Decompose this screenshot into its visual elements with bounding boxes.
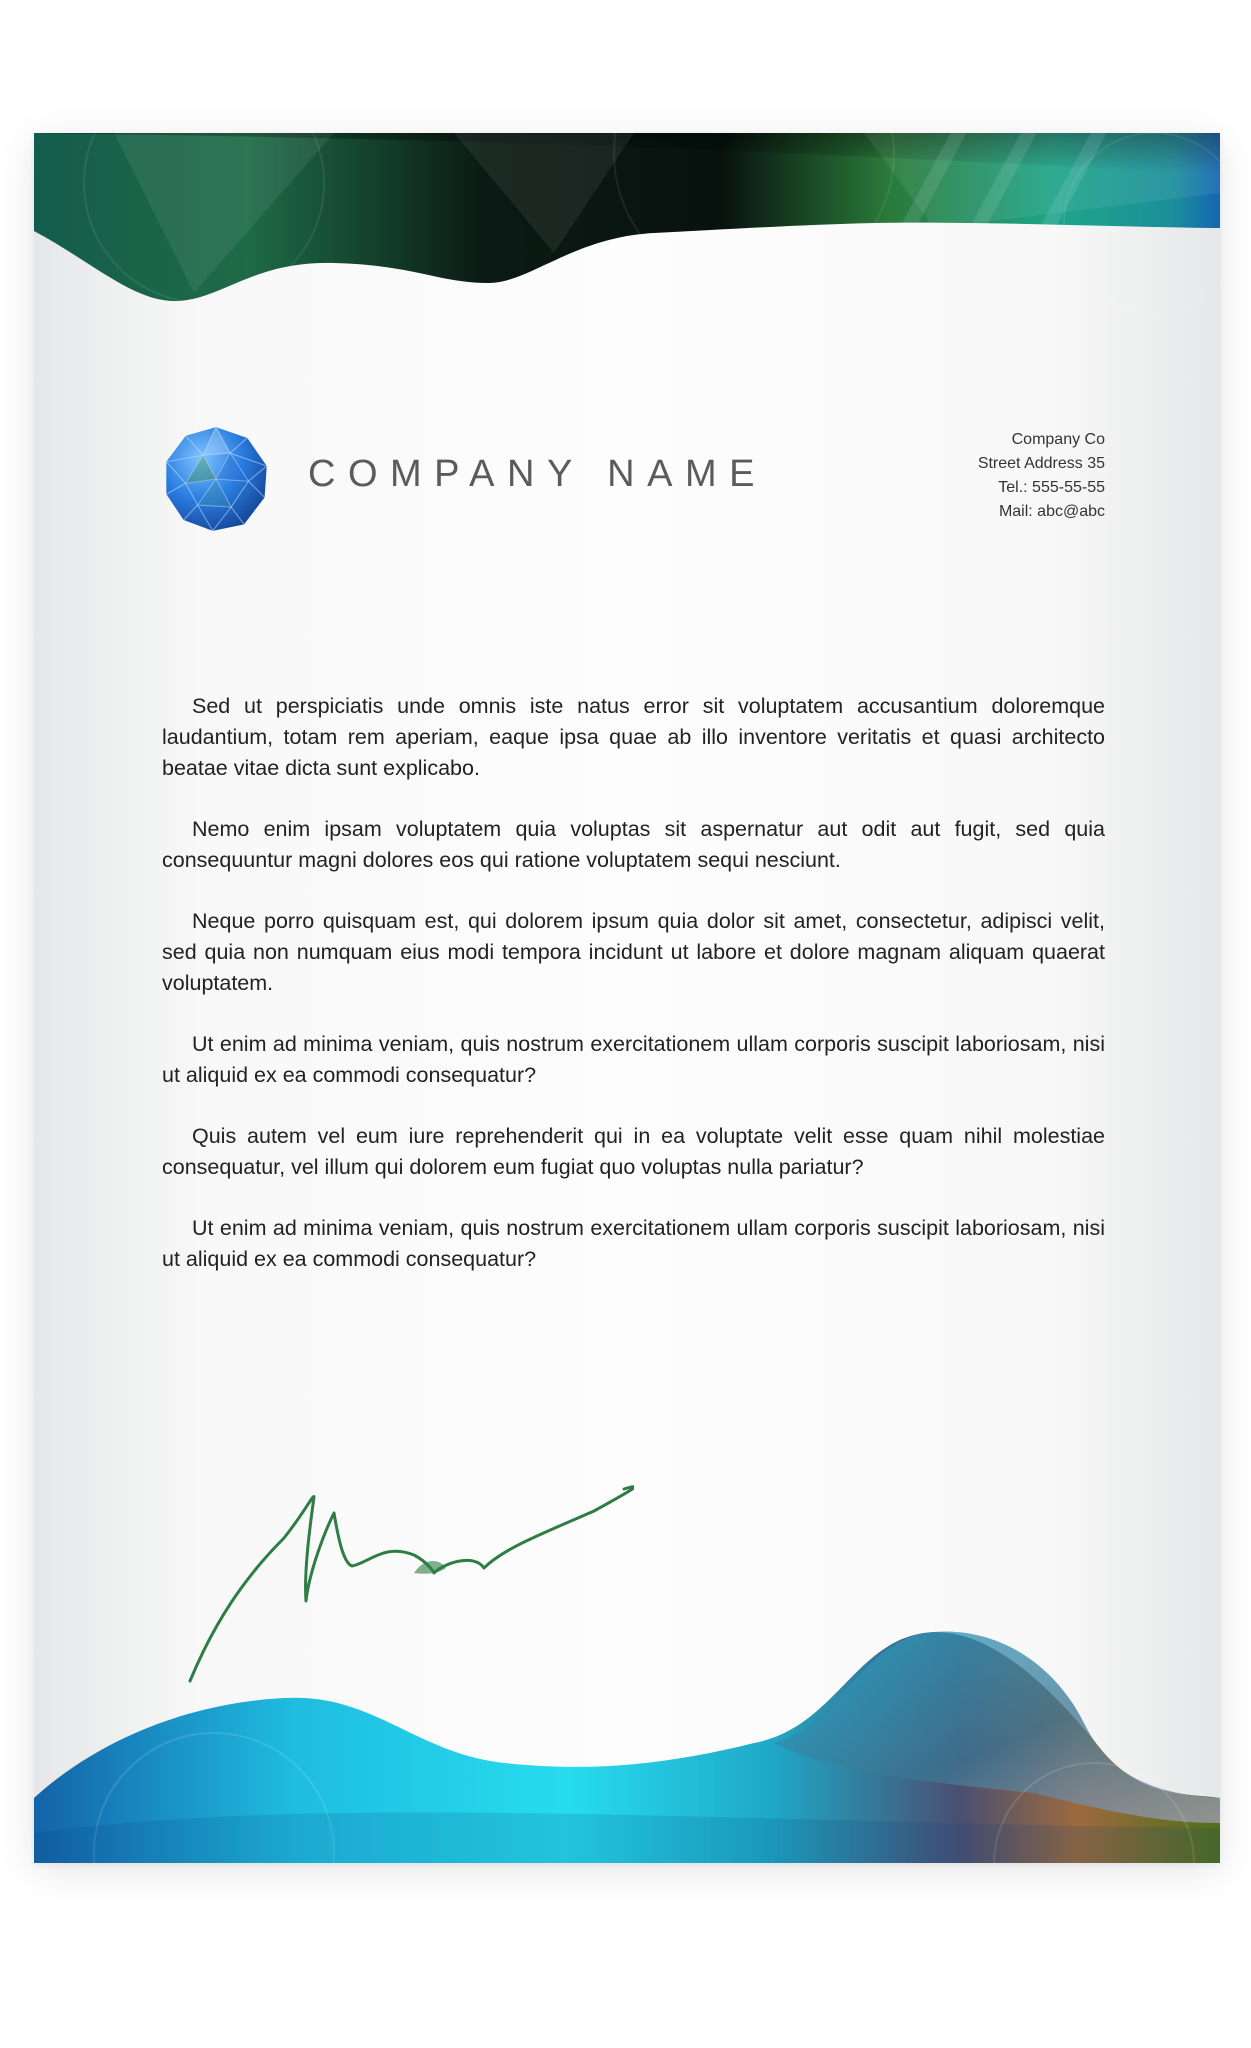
footer-wave-decoration <box>34 1593 1220 1863</box>
letterhead-page <box>34 133 1220 1863</box>
contact-block <box>785 428 1105 524</box>
paragraph: Quis autem vel eum iure reprehenderit qui in ea voluptate velit esse quam nihil molestiae consequatur, vel illum qui dolorem eum fugiat quo voluptas nulla pariatur? <box>162 1124 1105 1179</box>
contact-phone: Tel.: 555-55-55 <box>998 479 1105 496</box>
contact-address: Street Address 35 <box>977 455 1105 472</box>
contact-company: Company Co <box>1011 431 1105 448</box>
paragraph: Sed ut perspiciatis unde omnis iste natus error sit voluptatem accusantium doloremque laudantium, totam rem aperiam, eaque ipsa quae ab illo inventore veritatis et quasi architecto beatae vitae dicta sunt explicabo. <box>162 694 1105 780</box>
paragraph: Ut enim ad minima veniam, quis nostrum exercitationem ullam corporis suscipit laboriosam, nisi ut aliquid ex ea commodi consequatur? <box>162 1216 1105 1271</box>
paragraph: Neque porro quisquam est, qui dolorem ipsum quia dolor sit amet, consectetur, adipisci velit, sed quia non numquam eius modi tempora incidunt ut labore et dolore magnam aliquam quaerat voluptatem. <box>162 909 1105 995</box>
contact-mail: Mail: abc@abc <box>998 503 1105 520</box>
letter-body <box>162 691 1105 1305</box>
faceted-globe-logo-icon <box>162 425 270 533</box>
paragraph: Ut enim ad minima veniam, quis nostrum exercitationem ullam corporis suscipit laboriosam, nisi ut aliquid ex ea commodi consequatur? <box>162 1032 1105 1087</box>
paragraph: Nemo enim ipsam voluptatem quia voluptas sit aspernatur aut odit aut fugit, sed quia consequuntur magni dolores eos qui ratione voluptatem sequi nesciunt. <box>162 817 1105 872</box>
header-wave-decoration <box>34 133 1220 433</box>
company-name: COMPANY NAME <box>308 453 767 495</box>
